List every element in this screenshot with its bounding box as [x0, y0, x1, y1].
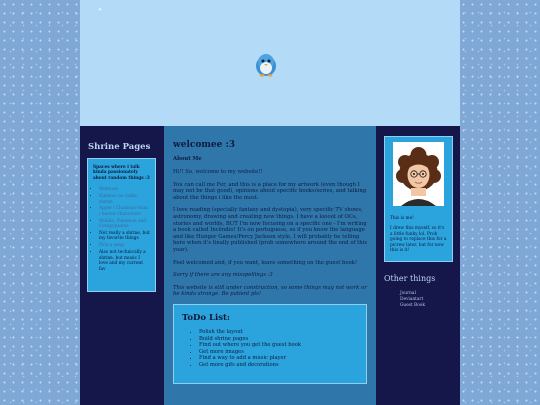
- shrine-link-item[interactable]: [99, 219, 150, 230]
- shrine-link-item[interactable]: [99, 206, 150, 217]
- misspelling-note: Sorry if there are any misspellings :3: [173, 272, 273, 279]
- shrine-title: Shrine Pages: [88, 142, 151, 152]
- shrine-link-label[interactable]: Apple / Chainsaw man / horror characters: [99, 206, 148, 217]
- about-heading: About Me: [173, 156, 202, 162]
- shrine-box: [87, 158, 156, 292]
- guestbook-paragraph: Feel welcomed and, if you want, leave something on the guest book!: [173, 259, 358, 266]
- profile-box: [384, 136, 453, 262]
- interests-paragraph: I love reading (specially fantasy and dystopia), very specific TV shows, astronomy, drawing and creating new things. I have a loooot of OCs, stories and worlds, BUT I'm now focusing on a specific one - I'm writing a book called Incêndio! It's on portuguese, so if you know the language and like Hunger Games/Percy Jackson style, I will probably be telling here when it's finally published (prob somewhere around the end of this year).: [173, 207, 368, 253]
- link-journal[interactable]: Journal: [400, 291, 416, 296]
- content-columns: [80, 126, 460, 405]
- todo-item: • Find a way to add a music player: [199, 355, 358, 362]
- shrine-list: [93, 187, 150, 272]
- shrine-link-item[interactable]: [99, 250, 150, 272]
- left-sidebar: [80, 126, 164, 405]
- self-portrait-drawing: [393, 142, 444, 206]
- profile-caption: I drew this myself, so it's a little funky lol. Prob going to replace this for a picrew later, but for now this is it!: [390, 226, 447, 254]
- todo-item: • Get more images: [199, 349, 358, 356]
- about-paragraph: You can call me Fer, and this is a place for my artwork (even though I may not be that good), opinions about specific books/series, and talking about the things i like the most.: [173, 181, 367, 201]
- right-sidebar: [376, 126, 460, 405]
- todo-item: • Polish the layout: [199, 329, 358, 336]
- construction-note: This website is still under construction, so some things may not work or be kinda strange. Be patient pls!: [173, 284, 367, 298]
- other-links-list: [400, 291, 425, 309]
- link-guest-book[interactable]: Guest Book: [400, 303, 425, 308]
- sparkle-icon: ✦: [98, 7, 103, 13]
- shrine-intro: Spaces where i talk kinda passionately about random things :3: [93, 165, 150, 181]
- intro-paragraph: Hi!! So, welcome to my website!!: [173, 169, 263, 175]
- todo-item: • Build shrine pages: [199, 336, 358, 343]
- shrine-link-label[interactable]: Pick a song: [99, 243, 124, 249]
- todo-list: [182, 329, 358, 369]
- penguin-mascot-icon: [252, 50, 280, 78]
- link-deviantart[interactable]: Deviantart: [400, 297, 424, 302]
- shrine-link-label[interactable]: Kimetsu no yaiba shrine: [99, 194, 137, 205]
- page-title: welcomee :3: [173, 140, 236, 150]
- other-things-title: Other things: [384, 274, 436, 283]
- shrine-link-item[interactable]: [99, 243, 150, 248]
- shrine-link-label[interactable]: Not really a shrine, but my favorite things: [99, 231, 150, 242]
- shrine-link-label[interactable]: Mobile, Pokemon and Creepypastas: [99, 218, 147, 230]
- todo-box: [173, 304, 367, 384]
- header-banner: [80, 0, 460, 126]
- shrine-link-item[interactable]: [99, 194, 150, 205]
- shrine-link-item[interactable]: [99, 231, 150, 242]
- shrine-link-label[interactable]: Also not technically a shrine, but music I love and my current fav: [99, 250, 146, 272]
- shrine-link-item[interactable]: [99, 187, 150, 192]
- page-container: [80, 0, 460, 405]
- shrine-link-label[interactable]: Webtoon: [99, 187, 119, 193]
- profile-greeting: This is me!: [390, 216, 414, 221]
- todo-title: ToDo List:: [182, 312, 231, 323]
- todo-item: • Get more gifs and decorations: [199, 362, 358, 369]
- todo-item: • Find out where you get the guest book: [199, 342, 358, 349]
- main-content: [164, 126, 376, 405]
